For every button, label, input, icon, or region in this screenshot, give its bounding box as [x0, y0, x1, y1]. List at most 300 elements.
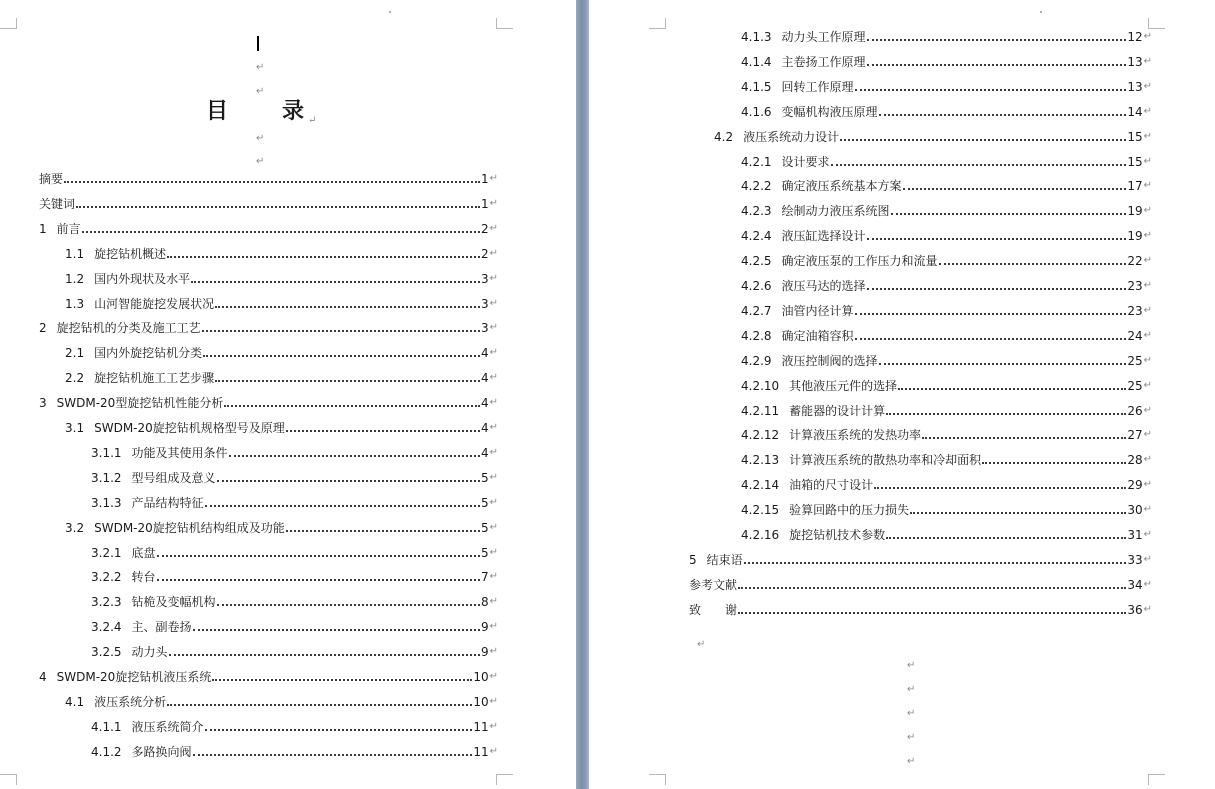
toc-entry-number: 4.1.4 [741, 54, 772, 69]
toc-entry-title: 旋挖钻机的分类及施工工艺 [56, 321, 201, 336]
toc-entry-title: SWDM-20旋挖钻机液压系统 [56, 670, 212, 684]
toc-entry-title: 绘制动力液压系统图 [781, 204, 890, 219]
paragraph-mark: ↵ [1143, 130, 1152, 142]
paragraph-mark: ↵ [1143, 280, 1152, 291]
toc-dot-leader [76, 206, 480, 208]
toc-dot-leader [855, 338, 1127, 340]
toc-entry-page: 31 [1127, 528, 1143, 542]
toc-entry-number: 2.1 [65, 346, 85, 361]
paragraph-mark: ↵ [907, 756, 916, 767]
toc-entry-page: 9 [480, 645, 489, 660]
toc-entry[interactable] [741, 228, 1152, 244]
paragraph-mark: ↵ [489, 446, 498, 458]
toc-heading-char-1: 目 [206, 98, 229, 124]
paragraph-mark: ↵ [489, 422, 498, 433]
paragraph-mark: ↵ [489, 397, 498, 409]
toc-entry-number: 4.2.13 [741, 453, 780, 468]
paragraph-mark: ↵ [256, 86, 265, 97]
toc-entry-page: 5 [480, 470, 489, 485]
toc-dot-leader [867, 64, 1127, 66]
toc-dot-leader [202, 330, 480, 332]
toc-entry-title: 旋挖钻机技术参数 [789, 528, 886, 542]
toc-dot-leader [855, 89, 1127, 91]
paragraph-mark: ↵ [489, 521, 498, 533]
toc-entry-number: 4.2.1 [741, 154, 772, 169]
toc-entry[interactable] [741, 427, 1152, 443]
toc-entry-page: 8 [480, 595, 489, 610]
paragraph-mark: ↵ [489, 671, 498, 682]
toc-entry-title: 油箱的尺寸设计 [789, 478, 874, 493]
paragraph-mark: ↵ [1143, 603, 1152, 615]
toc-entry-page: 15 [1127, 129, 1143, 144]
paragraph-mark: ↵ [489, 546, 498, 558]
toc-entry-page: 1 [480, 172, 489, 186]
toc-entry-title: SWDM-20旋挖钻机规格型号及原理 [94, 421, 285, 435]
toc-dot-leader [910, 512, 1126, 514]
toc-entry-page: 36 [1127, 602, 1143, 617]
toc-entry-title: 旋挖钻机概述 [94, 246, 167, 261]
toc-entry-page: 3 [480, 271, 489, 286]
paragraph-mark: ↵ [256, 62, 265, 73]
toc-entry[interactable] [65, 296, 498, 312]
toc-entry[interactable] [741, 303, 1152, 319]
toc-dot-leader [939, 263, 1127, 265]
toc-entry[interactable] [91, 644, 498, 660]
toc-entry-number: 4.2.16 [741, 528, 780, 542]
toc-entry-number: 1.3 [65, 296, 85, 311]
toc-entry-title: 设计要求 [781, 154, 830, 169]
toc-entry[interactable] [39, 395, 498, 411]
toc-entry-title: 液压系统动力设计 [743, 129, 840, 144]
toc-entry-title: 功能及其使用条件 [131, 445, 228, 460]
crop-mark [649, 774, 666, 785]
toc-entry[interactable] [689, 577, 1152, 593]
paragraph-mark: ↵ [1143, 404, 1152, 416]
paragraph-mark: ↵ [489, 197, 498, 209]
toc-dot-leader [286, 430, 480, 432]
toc-entry-number: 4.2.9 [741, 353, 772, 368]
toc-entry-page: 17 [1127, 179, 1143, 194]
toc-dot-leader [874, 487, 1126, 489]
paragraph-mark: ↵ [1143, 205, 1152, 217]
paragraph-mark: ↵ [1143, 454, 1152, 466]
toc-entry-title: 蓄能器的设计计算 [789, 403, 886, 418]
toc-dot-leader [203, 355, 480, 357]
toc-dot-leader [891, 213, 1127, 215]
toc-entry-title: 液压系统分析 [94, 694, 167, 709]
paragraph-mark: ↵ [1143, 31, 1152, 42]
toc-entry[interactable] [689, 552, 1152, 568]
toc-entry-number: 3.2.1 [91, 545, 122, 560]
toc-entry-number: 4.2.7 [741, 303, 772, 318]
toc-entry-number: 4.2.2 [741, 179, 772, 194]
toc-entry[interactable] [741, 403, 1152, 419]
toc-entry-number: 4.2.12 [741, 428, 780, 443]
toc-entry-page: 24 [1127, 328, 1143, 343]
toc-entry-number: 4.2.4 [741, 229, 772, 244]
toc-dot-leader [867, 238, 1127, 240]
toc-entry-page: 29 [1127, 478, 1143, 493]
toc-dot-leader [867, 288, 1127, 290]
paragraph-mark: ↵ [1143, 80, 1152, 92]
toc-entry[interactable] [741, 79, 1152, 95]
toc-entry-title: SWDM-20型旋挖钻机性能分析 [56, 396, 224, 411]
toc-entry[interactable] [65, 271, 498, 287]
toc-dot-leader [157, 579, 480, 581]
toc-entry-number: 4.2.8 [741, 328, 772, 343]
toc-entry-page: 33 [1127, 552, 1143, 567]
toc-entry-number: 4.2.15 [741, 503, 780, 518]
toc-entry[interactable] [91, 495, 498, 511]
paragraph-mark: ↵ [489, 571, 498, 583]
toc-entry-page: 15 [1127, 154, 1143, 169]
toc-dot-leader [840, 139, 1126, 141]
header-tick [389, 11, 391, 13]
toc-entry-number: 4.1.2 [91, 744, 122, 759]
toc-dot-leader [738, 587, 1126, 589]
toc-entry-title: 液压缸选择设计 [781, 229, 866, 244]
toc-entry[interactable] [741, 452, 1152, 468]
toc-dot-leader [286, 530, 480, 532]
toc-entry-number: 3 [39, 396, 47, 411]
toc-entry-number: 2 [39, 321, 47, 336]
crop-mark [649, 18, 666, 29]
toc-dot-leader [855, 313, 1127, 315]
toc-entry[interactable] [91, 594, 498, 610]
toc-entry[interactable] [741, 328, 1152, 344]
paragraph-mark: ↵ [1143, 105, 1152, 117]
toc-entry-page: 10 [473, 670, 489, 684]
toc-entry-number: 1.1 [65, 246, 85, 261]
toc-dot-leader [886, 413, 1126, 415]
toc-entry-page: 19 [1127, 229, 1143, 244]
toc-entry-title: 液压控制阀的选择 [781, 353, 878, 368]
toc-entry-number: 2.2 [65, 371, 85, 386]
toc-dot-leader [215, 306, 480, 308]
toc-entry-page: 13 [1127, 79, 1143, 94]
toc-entry-number: 3.2.3 [91, 595, 122, 610]
toc-entry-title: 旋挖钻机施工工艺步骤 [94, 371, 215, 386]
document-page-left[interactable] [0, 0, 576, 789]
toc-entry[interactable] [65, 694, 498, 710]
toc-entry[interactable] [39, 320, 498, 336]
toc-entry[interactable] [741, 477, 1152, 493]
toc-entry-title: 液压系统简介 [131, 719, 204, 734]
toc-entry[interactable] [689, 602, 1152, 618]
toc-entry[interactable] [741, 203, 1152, 219]
toc-entry-title: 验算回路中的压力损失 [789, 503, 910, 518]
paragraph-mark: ↵ [1143, 55, 1152, 67]
toc-entry-title: 变幅机构液压原理 [781, 104, 878, 119]
toc-entry-page: 7 [480, 570, 489, 585]
toc-entry-page: 25 [1127, 378, 1143, 393]
toc-dot-leader [205, 505, 480, 507]
toc-entry-title: 动力头 [131, 645, 168, 660]
toc-entry-number: 3.2.2 [91, 570, 122, 585]
toc-entry-title: 钻桅及变幅机构 [131, 595, 216, 610]
paragraph-mark: ↵ [697, 639, 706, 650]
toc-entry[interactable] [39, 669, 498, 685]
toc-entry-page: 22 [1127, 254, 1143, 269]
toc-entry-number: 4.1.1 [91, 719, 122, 734]
toc-entry-title: 油管内径计算 [781, 303, 854, 318]
toc-entry-title: 确定液压泵的工作压力和流量 [781, 254, 938, 269]
toc-entry-number: 5 [689, 552, 697, 567]
toc-entry-title: 产品结构特征 [131, 495, 204, 510]
toc-entry[interactable] [741, 54, 1152, 70]
toc-entry-title: 回转工作原理 [781, 79, 854, 94]
toc-entry-number: 4.1.5 [741, 79, 772, 94]
paragraph-mark: ↵ [489, 695, 498, 707]
toc-entry-page: 2 [480, 221, 489, 236]
toc-entry[interactable] [91, 569, 498, 585]
paragraph-mark: ↵ [256, 156, 265, 167]
toc-dot-leader [217, 480, 480, 482]
toc-entry-page: 4 [480, 421, 489, 435]
toc-dot-leader [867, 39, 1127, 41]
toc-heading [206, 97, 346, 125]
toc-entry-number: 3.2 [65, 520, 85, 535]
toc-entry[interactable] [39, 171, 498, 187]
toc-entry-number: 4.2.5 [741, 254, 772, 269]
toc-entry[interactable] [741, 527, 1152, 543]
paragraph-mark: ↵ [1143, 504, 1152, 516]
paragraph-mark: ↵ [1143, 429, 1152, 441]
toc-entry[interactable] [91, 445, 498, 461]
paragraph-mark: ↵ [256, 133, 265, 144]
paragraph-mark: ↵ [1143, 329, 1152, 341]
toc-heading-char-2: 录 [282, 98, 305, 124]
toc-dot-leader [167, 256, 480, 258]
paragraph-mark: ↵ [489, 745, 498, 757]
page-gap [576, 0, 589, 789]
toc-entry[interactable] [91, 545, 498, 561]
paragraph-mark: ↵ [489, 322, 498, 334]
toc-entry[interactable] [65, 246, 498, 262]
toc-entry-page: 34 [1127, 577, 1143, 592]
toc-entry-page: 14 [1127, 104, 1143, 119]
paragraph-mark: ↵ [489, 720, 498, 732]
toc-entry-title: 其他液压元件的选择 [789, 378, 898, 393]
toc-entry-title: 型号组成及意义 [131, 470, 216, 485]
toc-dot-leader [738, 612, 1126, 614]
toc-entry[interactable] [741, 353, 1152, 369]
toc-entry[interactable] [65, 345, 498, 361]
toc-entry-number: 4 [39, 670, 47, 684]
paragraph-mark: ↵ [489, 247, 498, 259]
toc-entry-page: 27 [1127, 428, 1143, 443]
crop-mark [496, 774, 513, 785]
toc-entry[interactable] [741, 502, 1152, 518]
crop-mark [1148, 18, 1165, 29]
toc-dot-leader [831, 164, 1127, 166]
paragraph-mark: ↵ [907, 684, 916, 695]
toc-entry-title: 主、副卷扬 [131, 620, 192, 635]
paragraph-mark: ↵ [1143, 578, 1152, 590]
toc-entry[interactable] [39, 196, 498, 212]
toc-entry[interactable] [741, 29, 1152, 45]
toc-entry[interactable] [39, 221, 498, 237]
crop-mark [1148, 774, 1165, 785]
toc-entry-number: 4.1.6 [741, 104, 772, 119]
paragraph-mark: ↵ [1143, 354, 1152, 366]
toc-entry-page: 4 [480, 445, 489, 460]
toc-entry-number: 3.2.5 [91, 645, 122, 660]
toc-entry[interactable] [91, 470, 498, 486]
paragraph-mark: ↵ [489, 596, 498, 608]
crop-mark [0, 774, 17, 785]
toc-dot-leader [82, 231, 480, 233]
toc-dot-leader [64, 181, 480, 183]
toc-entry[interactable] [65, 370, 498, 386]
toc-entry-page: 23 [1127, 279, 1143, 293]
toc-entry-title: 动力头工作原理 [781, 30, 866, 44]
toc-dot-leader [167, 704, 472, 706]
toc-dot-leader [903, 188, 1127, 190]
toc-dot-leader [193, 754, 473, 756]
crop-mark [496, 18, 513, 29]
toc-entry[interactable] [91, 744, 498, 760]
toc-entry-page: 13 [1127, 54, 1143, 69]
toc-entry[interactable] [741, 154, 1152, 170]
paragraph-mark: ↵ [1143, 255, 1152, 267]
toc-dot-leader [879, 363, 1127, 365]
toc-dot-leader [169, 654, 480, 656]
paragraph-mark: ↵ [489, 471, 498, 483]
paragraph-mark: ↵ [1143, 529, 1152, 540]
toc-entry-number: 3.1.3 [91, 495, 122, 510]
toc-entry[interactable] [741, 178, 1152, 194]
toc-entry-page: 25 [1127, 353, 1143, 368]
toc-entry-number: 1.2 [65, 271, 85, 286]
paragraph-mark: ↵ [489, 272, 498, 284]
toc-entry-title: 结束语 [706, 552, 743, 567]
toc-dot-leader [744, 562, 1127, 564]
toc-entry-page: 28 [1127, 453, 1143, 468]
toc-entry-number: 4.1.3 [741, 30, 772, 44]
toc-entry-page: 30 [1127, 503, 1143, 518]
toc-entry-title: 关键词 [39, 196, 76, 211]
toc-entry-page: 26 [1127, 403, 1143, 418]
toc-entry-title: 确定油箱容积 [781, 328, 854, 343]
toc-dot-leader [217, 604, 480, 606]
toc-dot-leader [193, 629, 480, 631]
paragraph-mark: ↵ [489, 297, 498, 309]
toc-dot-leader [229, 455, 480, 457]
toc-entry[interactable] [91, 619, 498, 635]
toc-entry-title: 计算液压系统的发热功率 [789, 428, 922, 443]
toc-entry-page: 23 [1127, 303, 1143, 318]
paragraph-mark: ↵ [907, 732, 916, 743]
document-page-right[interactable] [589, 0, 1215, 789]
toc-entry[interactable] [714, 129, 1152, 145]
toc-entry-page: 10 [473, 694, 489, 709]
toc-entry[interactable] [91, 719, 498, 735]
toc-entry[interactable] [65, 420, 498, 436]
toc-dot-leader [157, 555, 480, 557]
toc-dot-leader [879, 114, 1127, 116]
toc-entry-number: 4.2.3 [741, 204, 772, 219]
toc-entry-page: 11 [473, 719, 489, 734]
paragraph-mark: ↵ [1143, 155, 1152, 167]
toc-entry-title: 参考文献 [689, 577, 738, 592]
toc-entry-title: 多路换向阀 [131, 744, 192, 759]
toc-entry[interactable] [741, 253, 1152, 269]
toc-entry-page: 4 [480, 396, 489, 411]
toc-entry-title: 摘要 [39, 172, 64, 186]
toc-dot-leader [191, 281, 480, 283]
toc-entry-title: 液压马达的选择 [781, 279, 866, 293]
paragraph-mark: ↵ [1143, 553, 1152, 565]
toc-dot-leader [898, 388, 1126, 390]
toc-entry-number: 4.2.14 [741, 478, 780, 493]
toc-entry-title: 国内外旋挖钻机分类 [94, 346, 203, 361]
toc-entry-number: 3.1 [65, 421, 85, 435]
toc-entry[interactable] [741, 104, 1152, 120]
toc-entry-number: 4.2.6 [741, 279, 772, 293]
paragraph-mark: ↵ [489, 347, 498, 359]
toc-entry-page: 1 [480, 196, 489, 211]
toc-entry[interactable] [65, 520, 498, 536]
toc-entry-title: 计算液压系统的散热功率和冷却面积 [789, 453, 982, 468]
toc-entry-title: 确定液压系统基本方案 [781, 179, 902, 194]
paragraph-mark: ↵ [1143, 304, 1152, 316]
crop-mark [0, 18, 17, 29]
toc-dot-leader [205, 729, 473, 731]
toc-entry-title: 前言 [56, 221, 81, 236]
toc-entry-title: 国内外现状及水平 [94, 271, 191, 286]
toc-entry-page: 5 [480, 495, 489, 510]
paragraph-mark: ↵ [907, 708, 916, 719]
toc-entry-page: 3 [480, 296, 489, 311]
toc-entry[interactable] [741, 278, 1152, 294]
paragraph-mark: ↵ [1143, 379, 1152, 391]
paragraph-mark: ↵ [489, 621, 498, 633]
toc-entry-number: 4.2 [714, 129, 734, 144]
text-cursor [257, 36, 259, 51]
header-tick [1040, 11, 1042, 13]
toc-dot-leader [212, 679, 472, 681]
toc-entry-title: SWDM-20旋挖钻机结构组成及功能 [94, 520, 285, 535]
toc-entry[interactable] [741, 378, 1152, 394]
paragraph-mark: ↵ [1143, 479, 1152, 491]
toc-entry-page: 5 [480, 545, 489, 560]
toc-entry-number: 1 [39, 221, 47, 236]
paragraph-mark: ↵ [489, 646, 498, 658]
toc-entry-page: 11 [473, 744, 489, 759]
toc-entry-page: 4 [480, 346, 489, 361]
toc-dot-leader [215, 380, 480, 382]
toc-entry-page: 5 [480, 520, 489, 535]
toc-entry-number: 4.2.11 [741, 403, 780, 418]
paragraph-mark: ↵ [489, 372, 498, 384]
toc-dot-leader [982, 462, 1126, 464]
toc-entry-page: 12 [1127, 30, 1143, 44]
toc-dot-leader [886, 537, 1126, 539]
toc-entry-number: 3.1.2 [91, 470, 122, 485]
toc-entry-page: 3 [480, 321, 489, 336]
toc-entry-title: 山河智能旋挖发展状况 [94, 296, 215, 311]
toc-dot-leader [224, 405, 480, 407]
paragraph-mark: ↵ [489, 496, 498, 508]
toc-entry-title: 主卷扬工作原理 [781, 54, 866, 69]
paragraph-mark: ↵ [308, 115, 317, 126]
toc-entry-page: 4 [480, 371, 489, 386]
toc-entry-page: 2 [480, 246, 489, 261]
toc-entry-title: 转台 [131, 570, 156, 585]
toc-entry-title: 致 谢 [689, 602, 738, 617]
toc-entry-title: 底盘 [131, 545, 156, 560]
